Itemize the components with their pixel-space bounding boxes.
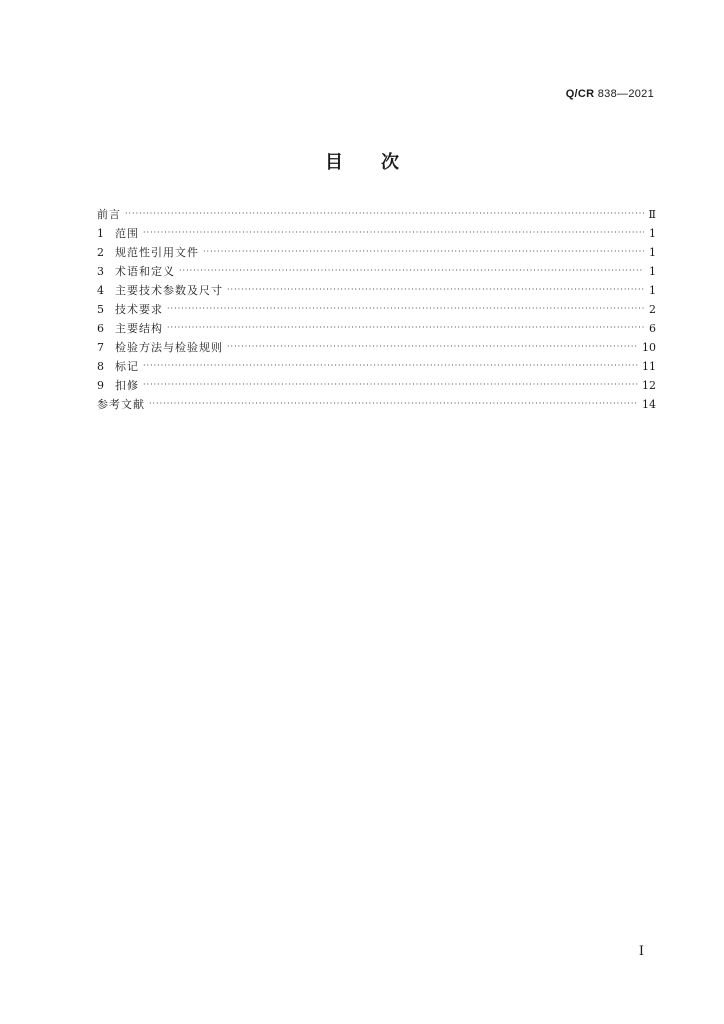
toc-leader-dots	[143, 356, 638, 375]
toc-leader-dots	[227, 337, 638, 356]
toc-entry-label: 检验方法与检验规则	[115, 341, 223, 354]
toc-entry-page: 1	[649, 246, 656, 259]
toc-entry-page: 12	[642, 379, 656, 392]
toc-entry-7[interactable]	[97, 338, 656, 357]
toc-entry-number: 8	[97, 360, 104, 373]
toc-entry-4[interactable]	[97, 281, 656, 300]
toc-leader-dots	[125, 204, 644, 223]
toc-entry-label: 扣修	[115, 379, 139, 392]
toc-entry-number: 9	[97, 379, 104, 392]
toc-entry-page: 10	[642, 341, 656, 354]
toc-entry-number: 3	[97, 265, 104, 278]
toc-entry-label: 标记	[115, 360, 139, 373]
toc-leader-dots	[167, 318, 644, 337]
toc-entry-5[interactable]	[97, 300, 656, 319]
toc-entry-page: 1	[649, 265, 656, 278]
toc-entry-label: 规范性引用文件	[115, 246, 199, 259]
toc-entry-page: 6	[649, 322, 656, 335]
toc-entry-8[interactable]	[97, 357, 656, 376]
toc-entry-3[interactable]	[97, 262, 656, 281]
toc-entry-label: 范围	[115, 227, 139, 240]
toc-entry-label: 主要结构	[115, 322, 163, 335]
page-title: 目次	[325, 152, 437, 173]
toc-leader-dots	[179, 261, 644, 280]
toc-entry-number: 4	[97, 284, 104, 297]
toc-entry-page: 1	[649, 284, 656, 297]
standard-code-number: 838—2021	[597, 88, 654, 100]
toc-entry-page: 14	[642, 398, 656, 411]
toc-leader-dots	[149, 394, 638, 413]
toc-entry-page: Ⅱ	[648, 208, 656, 221]
toc-entry-label: 前言	[97, 208, 121, 221]
toc-entry-foreword[interactable]	[97, 205, 656, 224]
standard-code-prefix: Q/CR	[565, 88, 595, 100]
toc-entry-2[interactable]	[97, 243, 656, 262]
toc-entry-number: 5	[97, 303, 104, 316]
toc-leader-dots	[143, 223, 644, 242]
toc-entry-bibliography[interactable]	[97, 395, 656, 414]
toc-entry-label: 术语和定义	[115, 265, 175, 278]
table-of-contents	[97, 205, 656, 414]
toc-entry-number: 1	[97, 227, 104, 240]
toc-entry-page: 2	[649, 303, 656, 316]
toc-entry-page: 11	[642, 360, 656, 373]
toc-entry-number: 7	[97, 341, 104, 354]
toc-entry-label: 主要技术参数及尺寸	[115, 284, 223, 297]
toc-entry-label: 参考文献	[97, 398, 145, 411]
toc-entry-page: 1	[649, 227, 656, 240]
toc-entry-label: 技术要求	[115, 303, 163, 316]
toc-entry-6[interactable]	[97, 319, 656, 338]
toc-entry-number: 2	[97, 246, 104, 259]
toc-leader-dots	[167, 299, 644, 318]
toc-entry-9[interactable]	[97, 376, 656, 395]
standard-code	[566, 88, 654, 100]
toc-entry-number: 6	[97, 322, 104, 335]
toc-entry-1[interactable]	[97, 224, 656, 243]
page-number: I	[638, 944, 644, 959]
toc-leader-dots	[227, 280, 644, 299]
toc-leader-dots	[203, 242, 644, 261]
toc-leader-dots	[143, 375, 638, 394]
